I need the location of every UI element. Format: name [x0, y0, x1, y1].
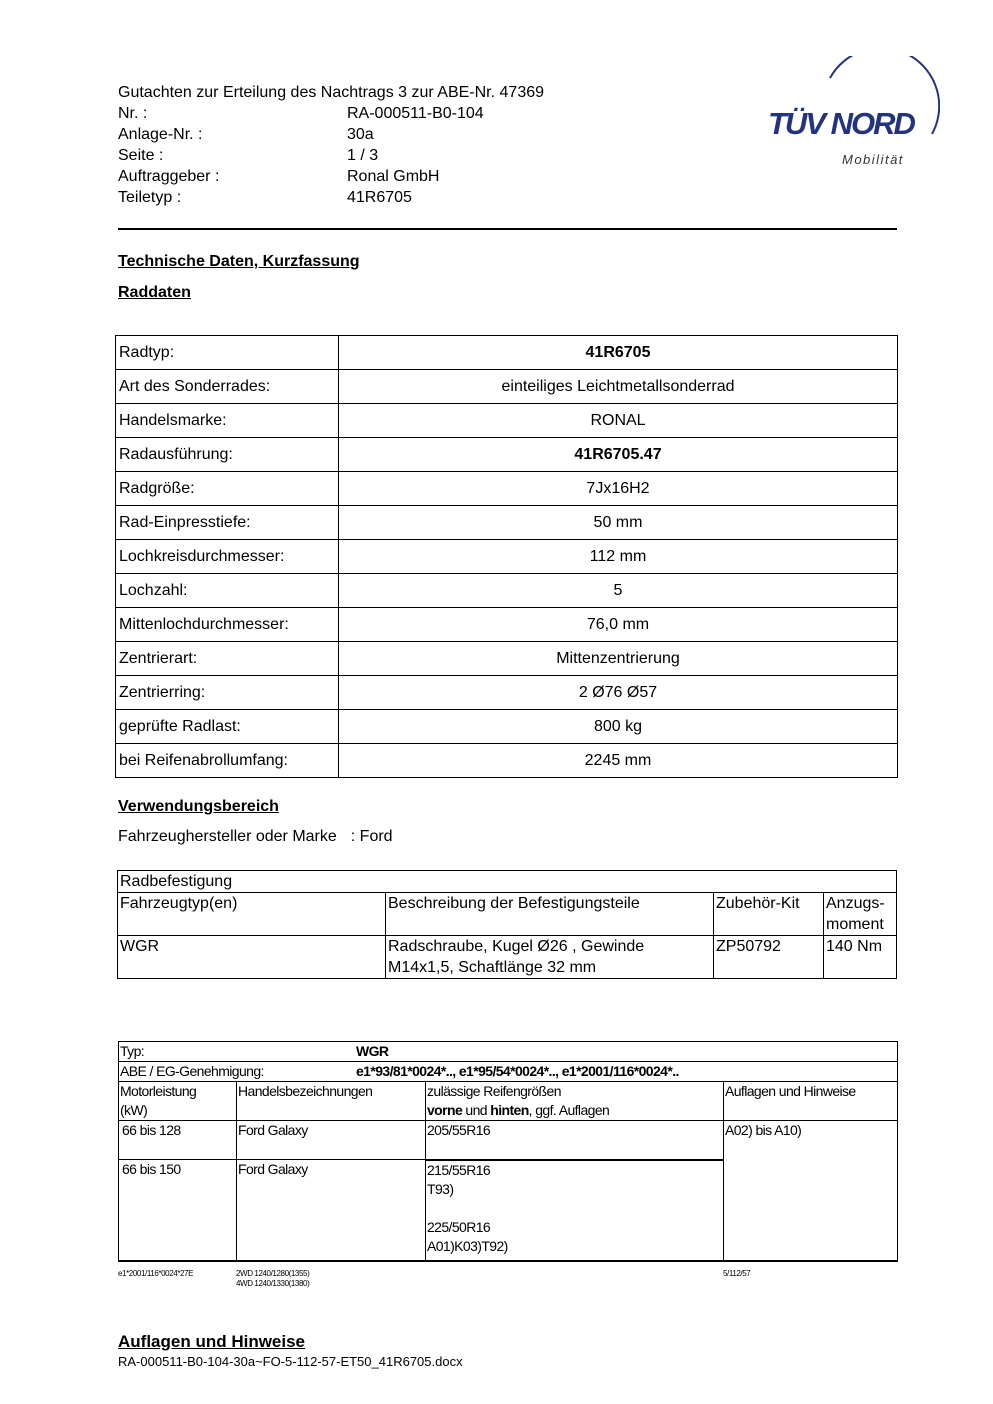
- row1-reifen: 205/55R16: [426, 1121, 724, 1160]
- raddaten-value: 50 mm: [339, 506, 898, 540]
- raddaten-row: [116, 370, 898, 404]
- header-key: Teiletyp :: [118, 189, 182, 206]
- bef-moment: 140 Nm: [824, 936, 897, 979]
- raddaten-value: 5: [339, 574, 898, 608]
- abe-row: [119, 1062, 898, 1082]
- anzugsmoment-label: Anzugs-moment: [826, 895, 885, 933]
- row1-handel: Ford Galaxy: [237, 1121, 426, 1160]
- reifen-und: und: [462, 1102, 491, 1118]
- raddaten-table: [115, 335, 898, 778]
- reifen-header-line1: zulässige Reifengrößen: [427, 1083, 561, 1099]
- raddaten-row: [116, 676, 898, 710]
- raddaten-key: Lochzahl:: [116, 574, 339, 608]
- raddaten-row: [116, 574, 898, 608]
- header-fahrzeugtyp: Fahrzeugtyp(en): [118, 893, 386, 936]
- header-value: RA-000511-B0-104: [347, 105, 484, 122]
- raddaten-value: 2245 mm: [339, 744, 898, 778]
- raddaten-row: [116, 540, 898, 574]
- raddaten-key: Rad-Einpresstiefe:: [116, 506, 339, 540]
- raddaten-value: 7Jx16H2: [339, 472, 898, 506]
- footnote-right: 5/112/57: [723, 1269, 751, 1278]
- abe-value: e1*93/81*0024*.., e1*95/54*0024*.., e1*2001/116*0024*..: [356, 1063, 679, 1079]
- raddaten-key: Radausführung:: [116, 438, 339, 472]
- footnote-mid-1: 2WD 1240/1280(1355): [236, 1269, 310, 1278]
- raddaten-value: 41R6705: [339, 336, 898, 370]
- raddaten-row: [116, 710, 898, 744]
- raddaten-row: [116, 608, 898, 642]
- raddaten-row: [116, 642, 898, 676]
- section-auflagen-hinweise: Auflagen und Hinweise: [118, 1332, 306, 1351]
- bef-kit: ZP50792: [714, 936, 824, 979]
- header-handelsbezeichnungen: Handelsbezeichnungen: [237, 1082, 426, 1121]
- bef-typ: WGR: [118, 936, 386, 979]
- reifen-line: 225/50R16: [427, 1218, 491, 1235]
- raddaten-key: bei Reifenabrollumfang:: [116, 744, 339, 778]
- header-motorleistung: [119, 1082, 237, 1121]
- header-reifengroessen: [426, 1082, 724, 1121]
- typ-label: Typ:: [120, 1043, 145, 1059]
- abe-label: ABE / EG-Genehmigung:: [120, 1063, 264, 1079]
- header-beschreibung: Beschreibung der Befestigungsteile: [386, 893, 714, 936]
- footer-filename: RA-000511-B0-104-30a~FO-5-112-57-ET50_41R6705.docx: [118, 1354, 463, 1369]
- header-key: Anlage-Nr. :: [118, 126, 203, 143]
- reifen-line: T93): [427, 1180, 454, 1197]
- raddaten-value: Mittenzentrierung: [339, 642, 898, 676]
- reifen-spacer: [427, 1199, 722, 1218]
- typ-row: [119, 1042, 898, 1062]
- reifen-hinten: hinten: [490, 1102, 529, 1118]
- raddaten-row: [116, 438, 898, 472]
- raddaten-key: Radgröße:: [116, 472, 339, 506]
- raddaten-key: Mittenlochdurchmesser:: [116, 608, 339, 642]
- header-zubehoer-kit: Zubehör-Kit: [714, 893, 824, 936]
- raddaten-value: RONAL: [339, 404, 898, 438]
- raddaten-key: Lochkreisdurchmesser:: [116, 540, 339, 574]
- reifen-line: A01)K03)T92): [427, 1237, 508, 1254]
- header-auflagen: Auflagen und Hinweise: [724, 1082, 898, 1121]
- raddaten-key: geprüfte Radlast:: [116, 710, 339, 744]
- header-value: 41R6705: [347, 189, 412, 206]
- raddaten-row: [116, 506, 898, 540]
- header-value: 30a: [347, 126, 374, 143]
- header-value: 1 / 3: [347, 147, 379, 164]
- header-key: Nr. :: [118, 105, 148, 122]
- document-title: Gutachten zur Erteilung des Nachtrags 3 zur ABE-Nr. 47369: [118, 84, 545, 101]
- reifen-rest: , ggf. Auflagen: [528, 1102, 610, 1118]
- typ-table: [118, 1041, 898, 1262]
- raddaten-key: Handelsmarke:: [116, 404, 339, 438]
- raddaten-value: 76,0 mm: [339, 608, 898, 642]
- motorleistung-label: Motorleistung (kW): [120, 1083, 197, 1118]
- row2-reifen: [426, 1160, 724, 1262]
- raddaten-value: 112 mm: [339, 540, 898, 574]
- header-key: Auftraggeber :: [118, 168, 220, 185]
- raddaten-value: einteiliges Leichtmetallsonderrad: [339, 370, 898, 404]
- row-auflagen: A02) bis A10): [724, 1121, 898, 1262]
- footnote-left: e1*2001/116*0024*27E: [118, 1269, 194, 1278]
- header-anzugsmoment: [824, 893, 897, 936]
- raddaten-key: Radtyp:: [116, 336, 339, 370]
- header-key: Seite :: [118, 147, 164, 164]
- row2-handel: Ford Galaxy: [237, 1160, 426, 1262]
- bef-beschreibung: Radschraube, Kugel Ø26 , Gewinde M14x1,5, Schaftlänge 32 mm: [386, 936, 714, 979]
- reifen-header-line2: [427, 1101, 722, 1120]
- logo-subtitle: Mobilität: [842, 152, 904, 167]
- typ-value: WGR: [356, 1043, 389, 1059]
- radbefestigung-table: [117, 870, 897, 979]
- reifen-line: 215/55R16: [427, 1161, 491, 1178]
- manufacturer-separator: :: [350, 828, 356, 845]
- row2-motor: 66 bis 150: [119, 1160, 237, 1262]
- tuv-nord-logo: TÜV NORD: [768, 106, 914, 141]
- reifen-vorne: vorne: [427, 1102, 463, 1118]
- footnote-mid-2: 4WD 1240/1330(1380): [236, 1279, 310, 1288]
- raddaten-row: [116, 744, 898, 778]
- raddaten-key: Zentrierart:: [116, 642, 339, 676]
- raddaten-row: [116, 472, 898, 506]
- radbefestigung-title: Radbefestigung: [118, 871, 897, 893]
- header-divider: [118, 228, 897, 230]
- raddaten-key: Art des Sonderrades:: [116, 370, 339, 404]
- raddaten-value: 800 kg: [339, 710, 898, 744]
- raddaten-row: [116, 336, 898, 370]
- section-technische-daten: Technische Daten, Kurzfassung: [118, 253, 360, 270]
- manufacturer-line: [118, 828, 393, 846]
- raddaten-row: [116, 404, 898, 438]
- raddaten-value: 41R6705.47: [339, 438, 898, 472]
- manufacturer-label: Fahrzeughersteller oder Marke: [118, 828, 337, 845]
- raddaten-value: 2 Ø76 Ø57: [339, 676, 898, 710]
- row1-motor: 66 bis 128: [119, 1121, 237, 1160]
- section-raddaten: Raddaten: [118, 284, 191, 301]
- section-verwendungsbereich: Verwendungsbereich: [118, 798, 279, 815]
- header-value: Ronal GmbH: [347, 168, 440, 185]
- raddaten-key: Zentrierring:: [116, 676, 339, 710]
- manufacturer-value: Ford: [359, 828, 393, 845]
